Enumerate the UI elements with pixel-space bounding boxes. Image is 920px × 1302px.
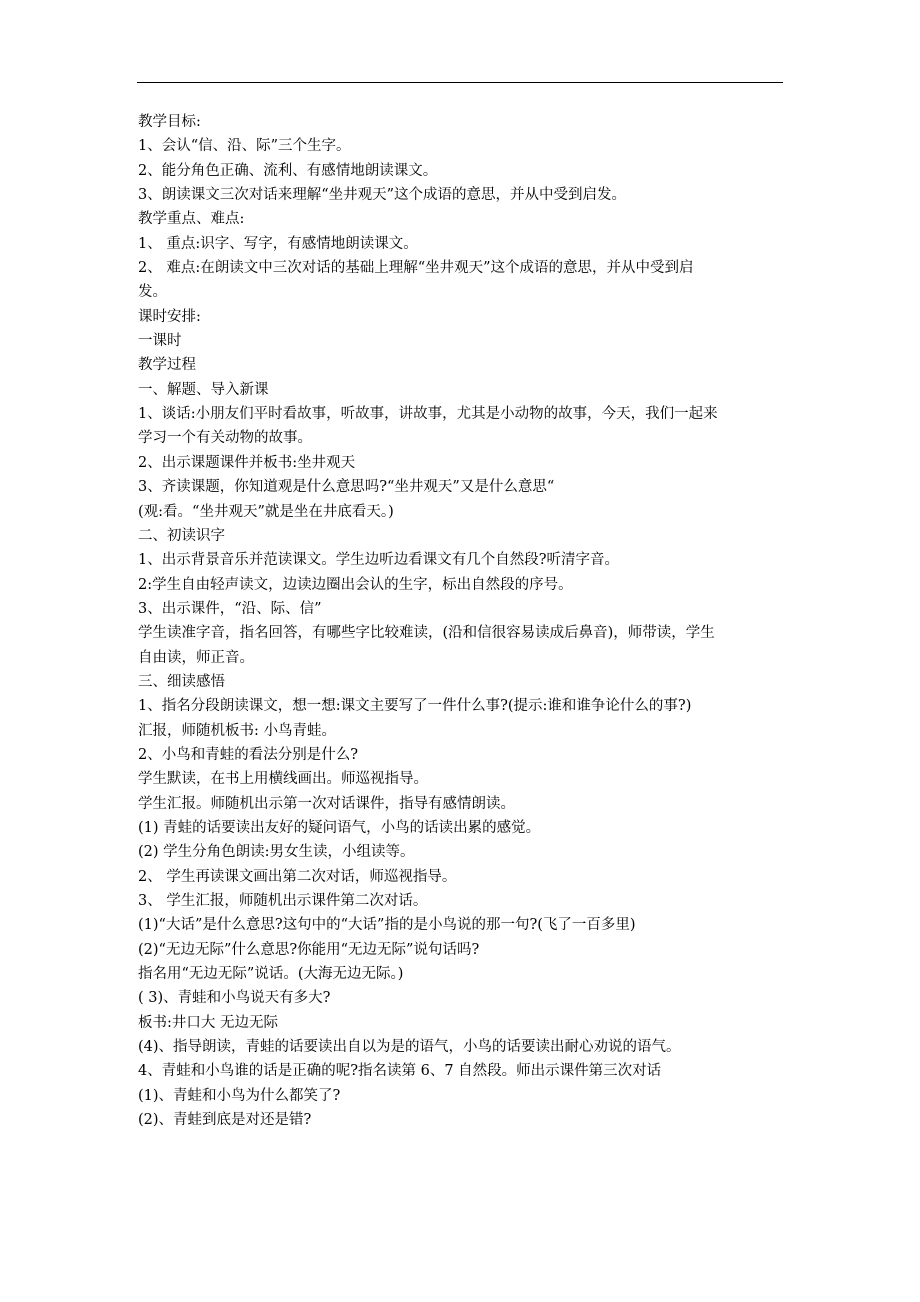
text-line: 教学目标: [138,114,201,130]
text-line: (1)“大话”是什么意思?这句中的“大话”指的是小鸟说的那一句?(飞了一百多里) [138,917,636,934]
text-line: (1) 青蛙的话要读出友好的疑问语气，小鸟的话读出累的感觉。 [138,819,541,836]
text-line: 发。 [138,284,167,301]
text-line: 4、青蛙和小鸟谁的话是正确的呢?指名读第 6、7 自然段。师出示课件第三次对话 [138,1063,662,1080]
text-line: 教学重点、难点: [138,211,245,228]
text-line: 2、 难点:在朗读文中三次对话的基础上理解“坐井观天”这个成语的意思，并从中受到启 [138,260,694,277]
text-line: 1、 重点:识字、写字，有感情地朗读课文。 [138,235,418,252]
text-line: 2、能分角色正确、流利、有感情地朗读课文。 [138,162,438,179]
text-line: 学生汇报。师随机出示第一次对话课件，指导有感情朗读。 [138,795,515,812]
text-line: (4)、指导朗读，青蛙的话要读出自以为是的语气，小鸟的话要读出耐心劝说的语气。 [138,1039,681,1056]
text-line: (2) 学生分角色朗读:男女生读，小组读等。 [138,844,415,861]
text-line: 一课时 [138,333,182,350]
text-line: 三、细读感悟 [138,673,225,690]
text-line: 学习一个有关动物的故事。 [138,430,312,447]
text-line: 板书:井口大 无边无际 [138,1014,278,1031]
text-line: 课时安排: [138,308,201,325]
text-line: 2:学生自由轻声读文，边读边圈出会认的生字，标出自然段的序号。 [138,576,573,593]
text-line: (1)、青蛙和小鸟为什么都笑了? [138,1087,341,1104]
header-rule [137,82,783,83]
text-line: 1、指名分段朗读课文，想一想:课文主要写了一件什么事?(提示:谁和谁争论什么的事?) [138,698,692,715]
text-line: (观:看。“坐井观天”就是坐在井底看天。) [138,503,394,520]
text-line: 3、 学生汇报，师随机出示课件第二次对话。 [138,893,428,909]
text-line: 1、出示背景音乐并范读课文。学生边听边看课文有几个自然段?听清字音。 [138,552,619,569]
text-line: 1、谈话:小朋友们平时看故事，听故事，讲故事，尤其是小动物的故事，今天，我们一起来 [138,406,718,423]
text-line: 教学过程 [138,357,196,374]
text-line: 2、 学生再读课文画出第二次对话，师巡视指导。 [138,868,457,885]
text-line: 2、出示课题课件并板书:坐井观天 [138,454,356,471]
text-line: (2)“无边无际”什么意思?你能用“无边无际”说句话吗? [138,941,480,958]
text-line: 汇报，师随机板书: 小鸟青蛙。 [138,722,336,739]
text-line: 2、小鸟和青蛙的看法分别是什么? [138,746,358,763]
text-line: 3、朗读课文三次对话来理解“坐井观天”这个成语的意思，并从中受到启发。 [138,187,627,204]
text-line: 指名用“无边无际”说话。(大海无边无际。) [138,966,404,983]
text-line: 学生默读，在书上用横线画出。师巡视指导。 [138,771,428,788]
text-line: 1、会认“信、沿、际”三个生字。 [138,138,351,155]
text-line: 3、齐读课题，你知道观是什么意思吗?“坐井观天”又是什么意思“ [138,479,555,496]
text-line: ( 3)、青蛙和小鸟说天有多大? [138,990,331,1007]
text-line: 一、解题、导入新课 [138,381,269,398]
text-line: 二、初读识字 [138,527,225,544]
document-body [138,110,784,1132]
text-line: 学生读准字音，指名回答，有哪些字比较难读，(沿和信很容易读成后鼻音)，师带读，学生 [138,625,715,642]
text-line: 自由读，师正音。 [138,649,254,666]
text-line: (2)、青蛙到底是对还是错? [138,1112,312,1129]
text-line: 3、出示课件，“沿、际、信” [138,600,322,617]
